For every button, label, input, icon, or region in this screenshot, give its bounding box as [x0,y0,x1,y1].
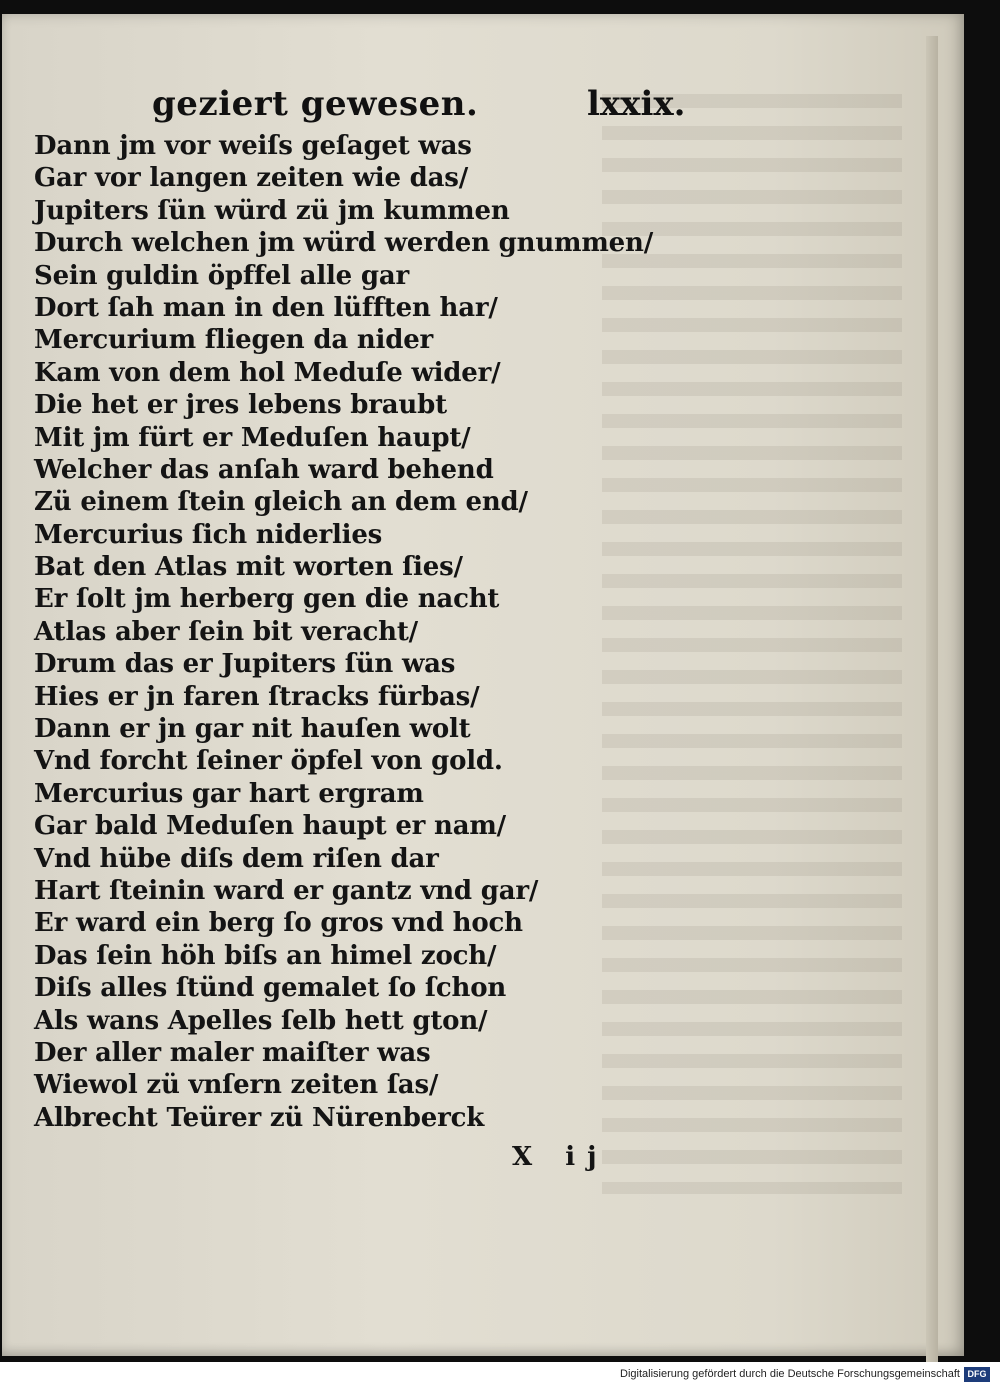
verse-line: Jupiters ſün würd zü jm kummen [34,195,510,226]
verse-line: Bat den Atlas mit worten ſies/ [34,552,463,583]
verse-line: Hart ſteinin ward er gantz vnd gar/ [34,875,539,906]
verse-line: Mercurium fliegen da nider [34,325,434,356]
verse-line: Gar bald Meduſen haupt er nam/ [34,811,506,842]
verse-line: Hies er jn faren ſtracks fürbas/ [34,681,480,712]
verse-list [34,130,653,1134]
verse-line: Welcher das anſah ward behend [34,454,494,485]
verse-line: Dann jm vor weiſs geſaget was [34,131,472,161]
verse-line: Er ſolt jm herberg gen die nacht [34,584,500,615]
verse-line: Atlas aber ſein bit veracht/ [34,616,418,647]
verse-line: Vnd hübe diſs dem riſen dar [34,843,439,874]
verse-line: Mit jm fürt er Meduſen haupt/ [34,422,471,453]
verse-line: Die het er jres lebens braubt [34,390,447,421]
show-through-texture [602,94,902,1194]
verse-line: Zü einem ſtein gleich an dem end/ [34,487,528,518]
running-head: geziert gewesen. [152,84,479,124]
verse-line: Er ward ein berg ſo gros vnd hoch [34,908,523,939]
verse-line: Mercurius gar hart ergram [34,778,424,809]
verse-line: Albrecht Teürer zü Nürenberck [34,1102,485,1133]
page-edge [926,36,938,1364]
verse-line: Wiewol zü vnſern zeiten ſas/ [34,1070,439,1101]
verse-line: Kam von dem hol Meduſe wider/ [34,357,501,388]
verse-line: Das ſein höh biſs an himel zoch/ [34,940,497,971]
folio-number: lxxix. [587,84,686,124]
verse-line: Drum das er Jupiters ſün was [34,649,456,680]
verse-line: Dort ſah man in den lüfften har/ [34,292,498,323]
verse-line: Gar vor langen zeiten wie das/ [34,163,469,194]
funding-credit: Digitalisierung gefördert durch die Deutsche Forschungsgemeinschaft [620,1368,960,1380]
verse-line: Vnd forcht ſeiner öpfel von gold. [34,746,503,777]
verse-line: Durch welchen jm würd werden gnummen/ [34,228,653,259]
verse-line: Sein guldin öpffel alle gar [34,260,410,291]
signature-mark: X ij [512,1142,609,1172]
verse-line: Mercurius ſich niderlies [34,519,383,550]
verse-line: Der aller maler maiſter was [34,1037,431,1068]
book-page [2,14,964,1356]
page-header [152,84,686,134]
verse-line: Diſs alles ſtünd gemalet ſo ſchon [34,973,507,1004]
verse-line: Dann er jn gar nit hauſen wolt [34,714,471,745]
footer-bar [0,1362,1000,1389]
dfg-logo: DFG [964,1367,990,1382]
verse-line: Als wans Apelles ſelb hett gton/ [34,1005,488,1036]
